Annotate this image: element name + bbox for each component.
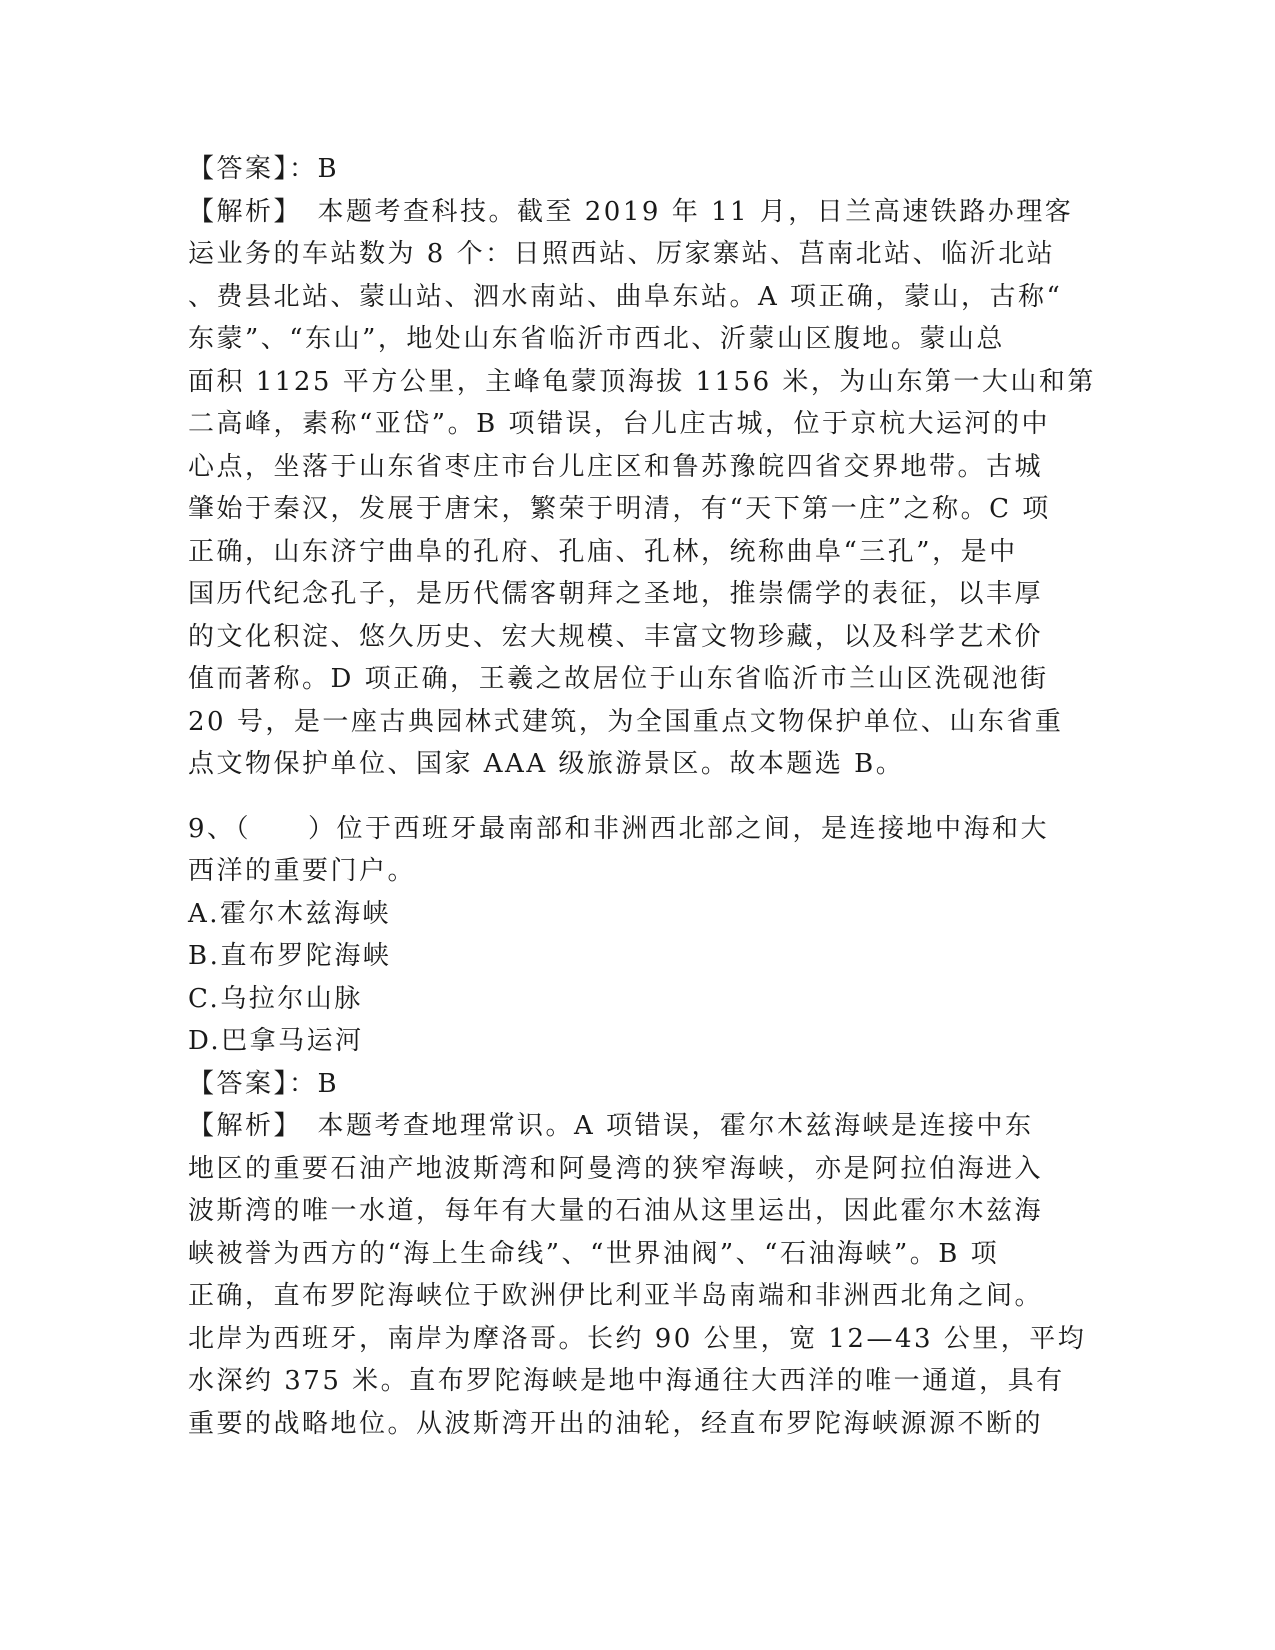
q9-question-line: 西洋的重要门户。	[188, 856, 417, 886]
q8-analysis-line: 正确，山东济宁曲阜的孔府、孔庙、孔林，统称曲阜“三孔”，是中	[188, 536, 1018, 567]
q8-analysis	[188, 191, 1096, 786]
q8-analysis-line: 【解析】 本题考查科技。截至 2019 年 11 月，日兰高速铁路办理客	[188, 196, 1074, 227]
q9-analysis-line: 地区的重要石油产地波斯湾和阿曼湾的狭窄海峡，亦是阿拉伯海进入	[188, 1153, 1044, 1184]
q8-analysis-line: 肇始于秦汉，发展于唐宋，繁荣于明清，有“天下第一庄”之称。C 项	[188, 494, 1051, 524]
document-page	[188, 148, 1096, 1445]
q9-answer: 【答案】：B	[188, 1068, 340, 1099]
section-spacer	[188, 786, 1088, 808]
q9-question-line: 9、（ ）位于西班牙最南部和非洲西北部之间，是连接地中海和大	[188, 813, 1050, 844]
q8-analysis-line: 运业务的车站数为 8 个：日照西站、厉家寨站、莒南北站、临沂北站	[188, 239, 1056, 269]
q8-answer: 【答案】：B	[188, 154, 340, 184]
q9-analysis-line: 重要的战略地位。从波斯湾开出的油轮，经直布罗陀海峡源源不断的	[188, 1408, 1044, 1439]
q8-analysis-line: 值而著称。D 项正确，王羲之故居位于山东省临沂市兰山区洗砚池街	[188, 664, 1049, 694]
q9-analysis-line: 水深约 375 米。直布罗陀海峡是地中海通往大西洋的唯一通道，具有	[188, 1366, 1065, 1396]
q9-analysis-line: 正确，直布罗陀海峡位于欧洲伊比利亚半岛南端和非洲西北角之间。	[188, 1281, 1044, 1311]
q8-analysis-line: 二高峰，素称“亚岱”。B 项错误，台儿庄古城，位于京杭大运河的中	[188, 409, 1050, 439]
q9-analysis-line: 【解析】 本题考查地理常识。A 项错误，霍尔木兹海峡是连接中东	[188, 1111, 1034, 1141]
q9-analysis-line: 峡被誉为西方的“海上生命线”、“世界油阀”、“石油海峡”。B 项	[188, 1238, 1000, 1269]
q9-question	[188, 808, 1088, 893]
q9-option-a: A.霍尔木兹海峡	[188, 898, 392, 929]
q8-analysis-line: 点文物保护单位、国家 AAA 级旅游景区。故本题选 B。	[188, 749, 905, 779]
q9-analysis	[188, 1105, 1088, 1445]
q8-analysis-line: 面积 1125 平方公里，主峰龟蒙顶海拔 1156 米，为山东第一大山和第	[188, 366, 1096, 397]
q8-analysis-line: 国历代纪念孔子，是历代儒客朝拜之圣地，推崇儒学的表征，以丰厚	[188, 579, 1044, 609]
q9-analysis-line: 北岸为西班牙，南岸为摩洛哥。长约 90 公里，宽 12—43 公里，平均	[188, 1323, 1087, 1354]
q8-analysis-line: 东蒙”、“东山”，地处山东省临沂市西北、沂蒙山区腹地。蒙山总	[188, 324, 1005, 354]
q8-analysis-line: 心点，坐落于山东省枣庄市台儿庄区和鲁苏豫皖四省交界地带。古城	[188, 451, 1044, 482]
q9-option-b: B.直布罗陀海峡	[188, 941, 392, 971]
q9-options	[188, 893, 1088, 1063]
q9-option-d: D.巴拿马运河	[188, 1026, 364, 1056]
q8-analysis-line: 、费县北站、蒙山站、泗水南站、曲阜东站。A 项正确，蒙山，古称“	[188, 281, 1063, 312]
q9-analysis-line: 波斯湾的唯一水道，每年有大量的石油从这里运出，因此霍尔木兹海	[188, 1196, 1044, 1226]
q9-option-c: C.乌拉尔山脉	[188, 983, 363, 1014]
q8-analysis-line: 的文化积淀、悠久历史、宏大规模、丰富文物珍藏，以及科学艺术价	[188, 621, 1044, 652]
q8-analysis-line: 20 号，是一座古典园林式建筑，为全国重点文物保护单位、山东省重	[188, 706, 1064, 737]
